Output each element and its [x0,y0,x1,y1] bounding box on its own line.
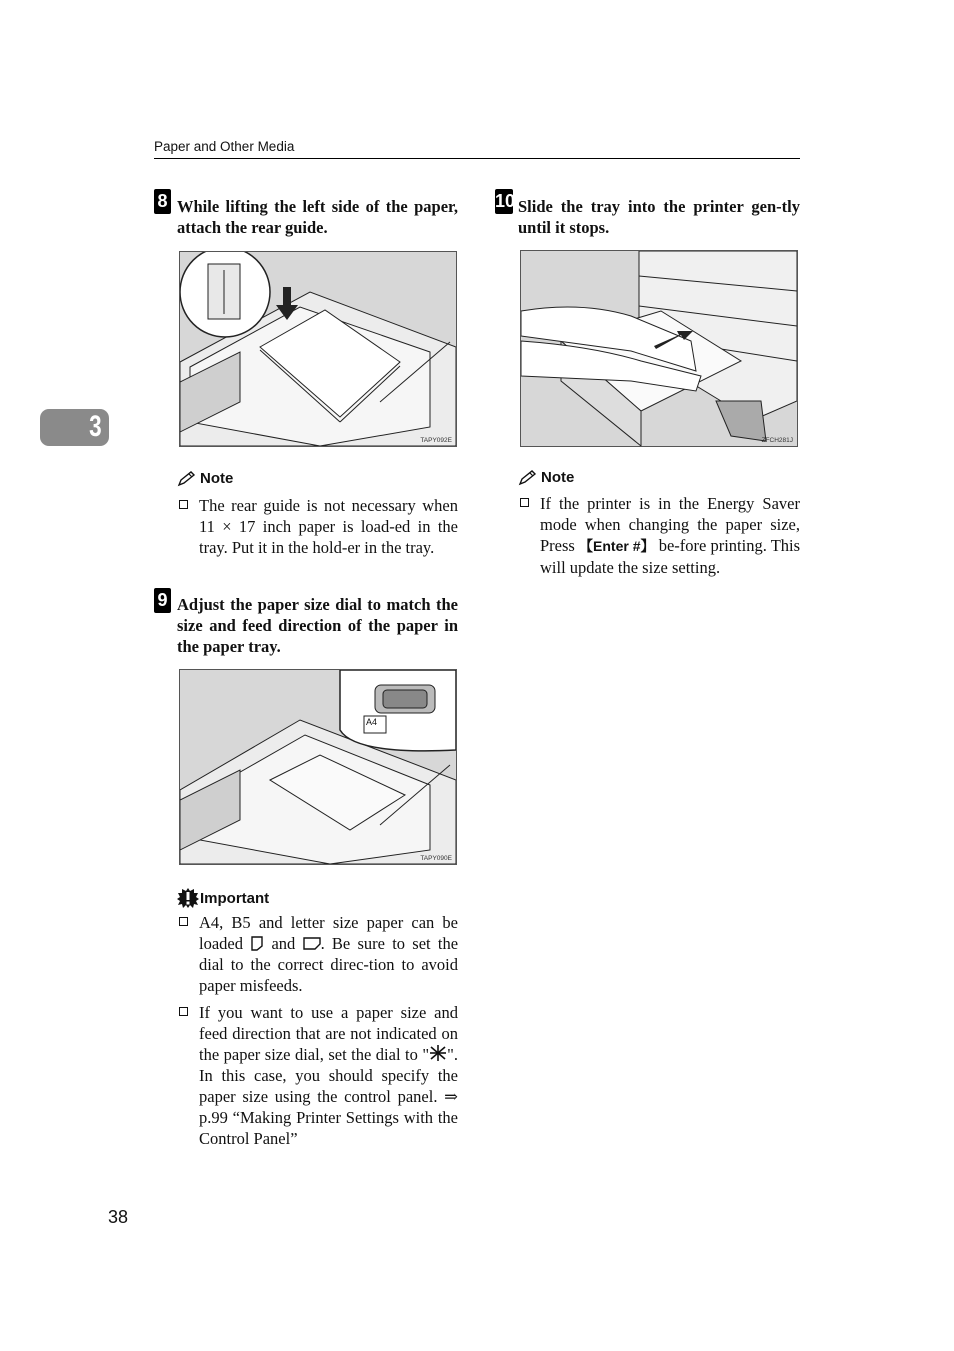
step-number-8: 8 [154,189,171,214]
figure-code: TAPY092E [420,437,452,444]
figure-code: ZFCH281J [761,437,793,444]
pencil-icon [518,470,538,486]
landscape-feed-icon [303,936,321,950]
checkbox-bullet-icon [520,498,529,507]
list-item [177,495,458,558]
asterisk-icon [429,1044,447,1062]
note-text: be-fore printing. This will update the size setting. [540,536,801,577]
checkbox-bullet-icon [179,500,188,509]
figure-rear-guide [179,251,457,447]
step-8-title: While lifting the left side of the paper, attach the rear guide. [177,197,458,237]
note-list-right [518,493,800,578]
list-item [177,912,458,996]
figure-code: TAPY090E [420,855,452,862]
page-number: 38 [108,1207,129,1227]
important-text: If you want to use a paper size and feed direction that are not indicated on the paper size dial, set the dial to " [199,1003,458,1064]
note-label: Note [200,470,234,487]
note-list-left [177,495,458,558]
important-heading [177,888,269,908]
figure-paper-size-dial [179,669,457,865]
chapter-tab [40,409,109,446]
figure-slide-tray [520,250,798,447]
important-text: A4, B5 and letter size paper can be loaded [199,913,458,953]
note-text: If the printer is in the Energy Saver mode when changing the paper size, Press [540,494,800,555]
header-rule [154,158,800,159]
note-heading-left [177,470,233,487]
step-number-10: 10 [495,189,513,214]
list-item [177,1002,458,1149]
checkbox-bullet-icon [179,1007,188,1016]
important-label: Important [200,889,270,907]
checkbox-bullet-icon [179,917,188,926]
important-icon [177,888,199,908]
step-number-9: 9 [154,588,171,613]
step-10-title: Slide the tray into the printer gen-tly until it stops. [518,197,800,237]
important-text: ". In this case, you should specify the paper size using the control panel. ⇒ p.99 “Making Printer Settings with the Control Panel” [199,1045,458,1148]
important-text: . Be sure to set the dial to the correct direc-tion to avoid paper misfeeds. [199,934,459,995]
important-text: and [271,934,296,953]
step-9-title: Adjust the paper size dial to match the size and feed direction of the paper in the paper tray. [177,595,458,656]
important-list [177,912,458,1149]
chapter-number: 3 [89,410,102,443]
dial-label: A4 [366,717,378,727]
enter-key-label: 【Enter #】 [579,538,655,554]
note-text: The rear guide is not necessary when 11 × 17 inch paper is load-ed in the tray. Put it in the hold-er in the tray. [199,496,458,557]
portrait-feed-icon [250,936,264,951]
note-heading-right [518,469,574,486]
note-label: Note [541,469,575,486]
list-item [518,493,800,578]
pencil-icon [177,471,197,487]
running-header: Paper and Other Media [154,139,295,154]
